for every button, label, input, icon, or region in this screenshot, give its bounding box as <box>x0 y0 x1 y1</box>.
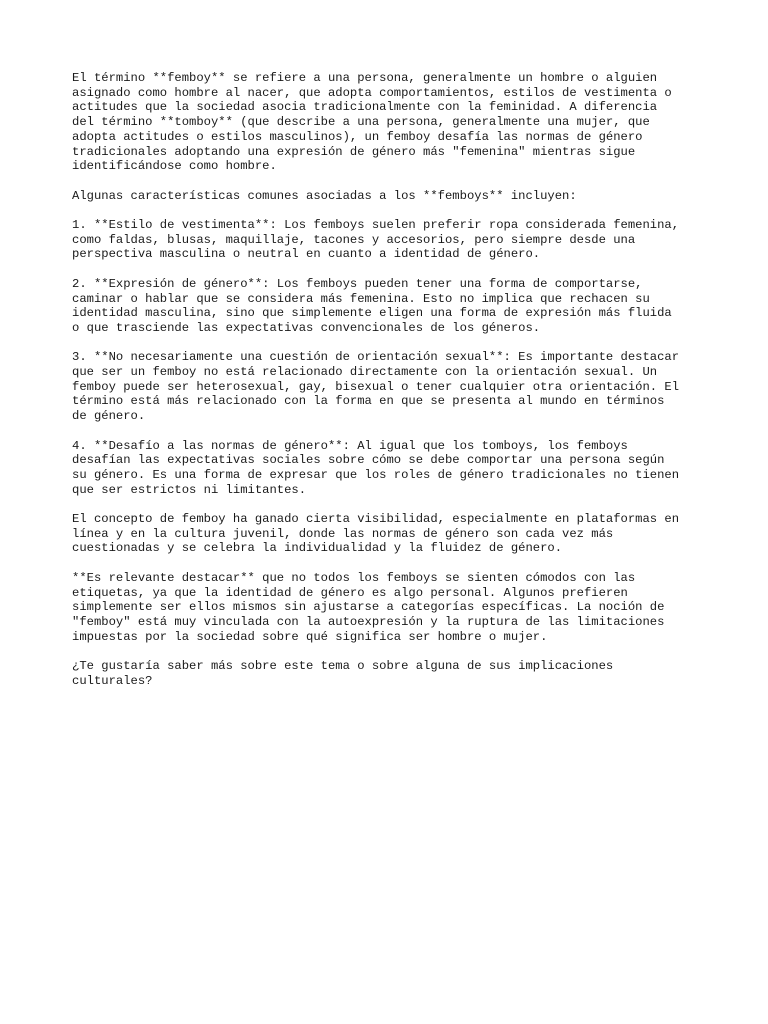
list-item-clothing-style: 1. **Estilo de vestimenta**: Los femboys suelen preferir ropa considerada femenina, como faldas, blusas, maquillaje, tacones y accesorios, pero siempre desde una perspectiva masculina o neutral en cuanto a identidad de género. <box>72 218 680 262</box>
list-item-challenging-norms: 4. **Desafío a las normas de género**: Al igual que los tomboys, los femboys desafían las expectativas sociales sobre cómo se debe comportar una persona según su género. Es una forma de expresar que los roles de género tradicionales no tienen que ser estrictos ni limitantes. <box>72 438 680 497</box>
labels-paragraph: **Es relevante destacar** que no todos los femboys se sienten cómodos con las etiquetas, ya que la identidad de género es algo personal. Algunos prefieren simplemente ser ellos mismos sin ajustarse a categorías específicas. La noción de "femboy" está muy vinculada con la autoexpresión y la ruptura de las limitaciones impuestas por la sociedad sobre qué significa ser hombre o mujer. <box>72 570 665 644</box>
closing-question: ¿Te gustaría saber más sobre este tema o sobre alguna de sus implicaciones culturales? <box>72 659 614 688</box>
characteristics-intro: Algunas características comunes asociadas a los **femboys** incluyen: <box>72 188 577 203</box>
intro-paragraph: El término **femboy** se refiere a una persona, generalmente un hombre o alguien asignado como hombre al nacer, que adopta comportamientos, estilos de vestimenta o actitudes que la sociedad asocia tradicionalmente con la feminidad. A diferencia del término **tomboy** (que describe a una persona, generalmente una mujer, que adopta actitudes o estilos masculinos), un femboy desafía las normas de género tradicionales adoptando una expresión de género más "femenina" mientras sigue identificándose como hombre. <box>72 71 672 174</box>
list-item-gender-expression: 2. **Expresión de género**: Los femboys pueden tener una forma de comportarse, caminar o hablar que se considera más femenina. Esto no implica que rechacen su identidad masculina, sino que simplemente eligen una forma de expresión más fluida o que trasciende las expectativas convencionales de los géneros. <box>72 276 672 335</box>
list-item-sexual-orientation: 3. **No necesariamente una cuestión de orientación sexual**: Es importante destacar que ser un femboy no está relacionado directamente con la orientación sexual. Un femboy puede ser heterosexual, gay, bisexual o tener cualquier otra orientación. El término está más relacionado con la forma en que se presenta al mundo en términos de género. <box>72 350 680 424</box>
document-page <box>72 71 712 703</box>
visibility-paragraph: El concepto de femboy ha ganado cierta visibilidad, especialmente en plataformas en línea y en la cultura juvenil, donde las normas de género son cada vez más cuestionadas y se celebra la individualidad y la fluidez de género. <box>72 512 680 556</box>
